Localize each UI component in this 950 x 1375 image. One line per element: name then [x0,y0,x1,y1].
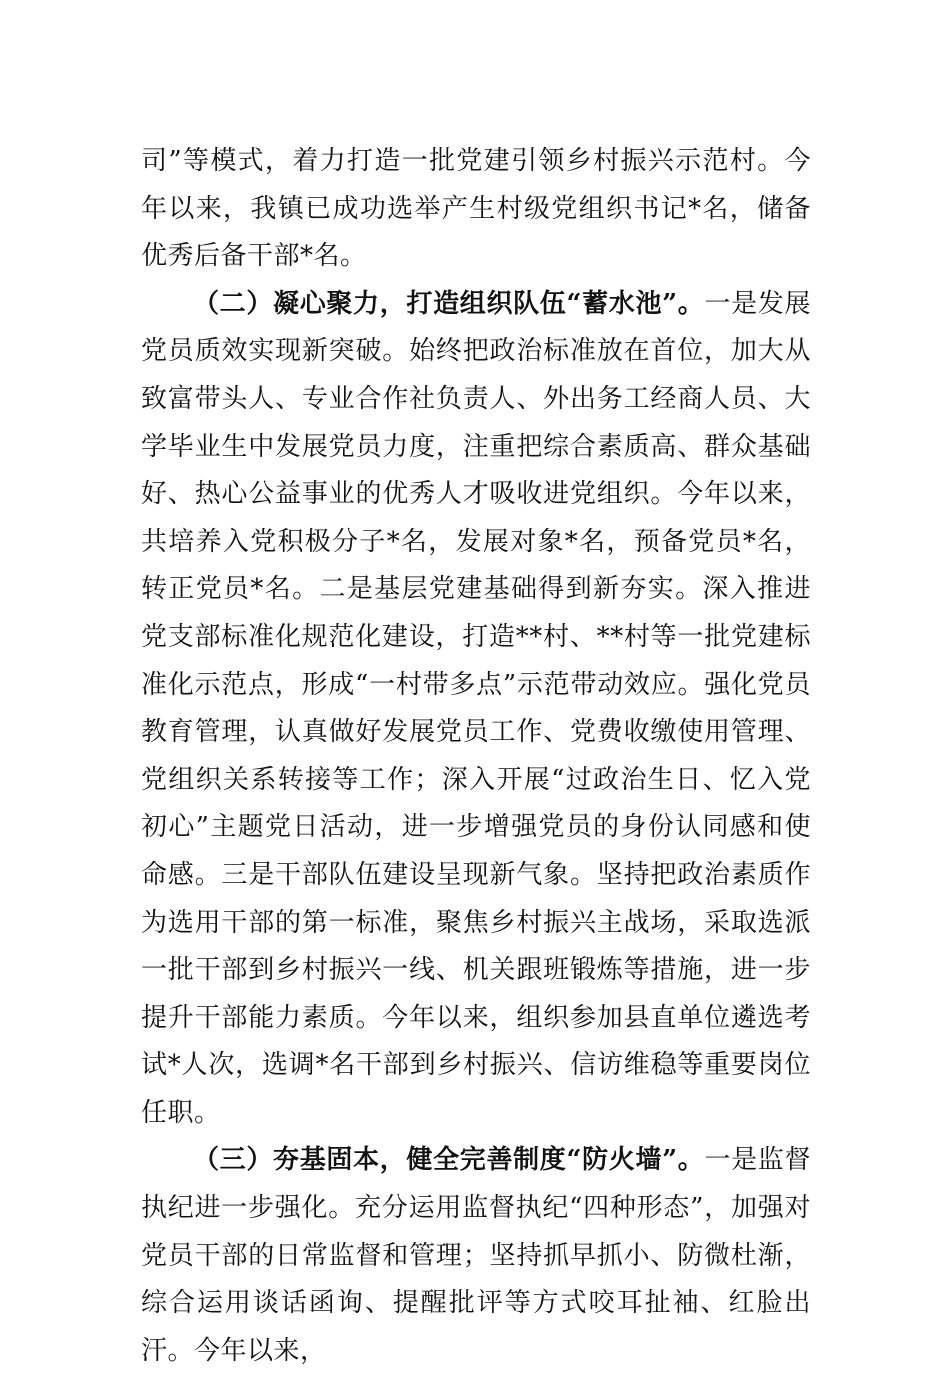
section-heading: （三）夯基固本，健全完善制度“防火墙”。 [193,1145,705,1176]
section-heading: （二）凝心聚力，打造组织队伍“蓄水池”。 [193,288,705,319]
paragraph-text: 一是发展党员质效实现新突破。始终把政治标准放在首位，加大从致富带头人、专业合作社负责人、外出务工经商人员、大学毕业生中发展党员力度，注重把综合素质高、群众基础好、热心公益事业的优秀人才吸收进党组织。今年以来，共培养入党积极分子*名，发展对象*名，预备党员*名，转正党员*名。二是基层党建基础得到新夯实。深入推进党支部标准化规范化建设，打造**村、**村等一批党建标准化示范点，形成“一村带多点”示范带动效应。强化党员教育管理，认真做好发展党员工作、党费收缴使用管理、党组织关系转接等工作；深入开展“过政治生日、忆入党初心”主题党日活动，进一步增强党员的身份认同感和使命感。三是干部队伍建设呈现新气象。坚持把政治素质作为选用干部的第一标准，聚焦乡村振兴主战场，采取选派一批干部到乡村振兴一线、机关跟班锻炼等措施，进一步提升干部能力素质。今年以来，组织参加县直单位遴选考试*人次，选调*名干部到乡村振兴、信访维稳等重要岗位任职。 [141,288,811,1128]
paragraph-section-three [141,1137,811,1375]
paragraph-text: 司”等模式，着力打造一批党建引领乡村振兴示范村。今年以来，我镇已成功选举产生村级党组织书记*名，储备优秀后备干部*名。 [141,146,811,272]
paragraph-text: 一是监督执纪进一步强化。充分运用监督执纪“四种形态”，加强对党员干部的日常监督和管理；坚持抓早抓小、防微杜渐，综合运用谈话函询、提醒批评等方式咬耳扯袖、红脸出汗。今年以来， [141,1145,811,1366]
paragraph-continuation [141,138,811,281]
document-body [141,138,811,1375]
paragraph-section-two [141,281,811,1138]
